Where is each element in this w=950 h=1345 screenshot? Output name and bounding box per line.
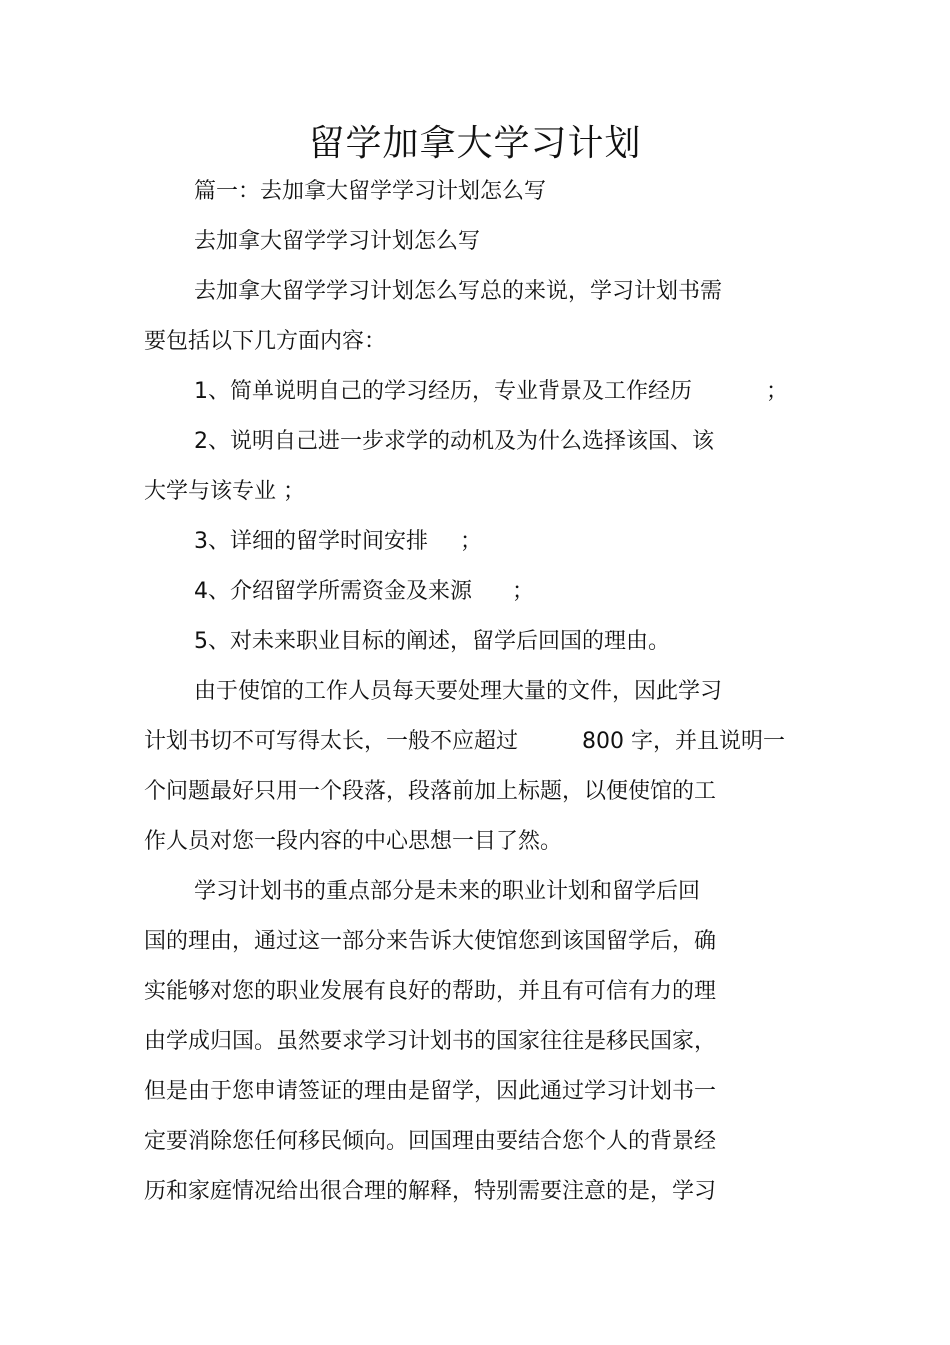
list-item-4: 4、介绍留学所需资金及来源 <box>194 579 472 604</box>
paragraph-line: 学习计划书的重点部分是未来的职业计划和留学后回 <box>194 879 701 904</box>
paragraph-line: 由学成归国。虽然要求学习计划书的国家往往是移民国家， <box>144 1029 717 1054</box>
list-item-1: 1、简单说明自己的学习经历，专业背景及工作经历 <box>194 379 692 404</box>
list-item-1-terminator: ； <box>766 379 789 404</box>
paragraph-line: 历和家庭情况给出很合理的解释，特别需要注意的是，学习 <box>144 1179 717 1204</box>
paragraph-line: 去加拿大留学学习计划怎么写总的来说，学习计划书需 <box>194 279 723 304</box>
paragraph-line: 但是由于您申请签证的理由是留学，因此通过学习计划书一 <box>144 1079 717 1104</box>
document-title: 留学加拿大学习计划 <box>308 123 642 164</box>
paragraph-line: 要包括以下几方面内容： <box>144 329 387 354</box>
paragraph-line: 个问题最好只用一个段落，段落前加上标题，以便使馆的工 <box>144 779 717 804</box>
section-heading: 篇一：去加拿大留学学习计划怎么写 <box>194 179 547 204</box>
list-item-2-continued: 大学与该专业 ； <box>144 479 305 504</box>
paragraph-line: 作人员对您一段内容的中心思想一目了然。 <box>144 829 563 854</box>
paragraph-line: 实能够对您的职业发展有良好的帮助，并且有可信有力的理 <box>144 979 717 1004</box>
list-item-4-terminator: ； <box>512 579 535 604</box>
list-item-3-terminator: ； <box>460 529 483 554</box>
subheading: 去加拿大留学学习计划怎么写 <box>194 229 481 254</box>
list-item-2: 2、说明自己进一步求学的动机及为什么选择该国、该 <box>194 429 714 454</box>
paragraph-line: 计划书切不可写得太长，一般不应超过 <box>144 729 519 754</box>
paragraph-line: 国的理由，通过这一部分来告诉大使馆您到该国留学后，确 <box>144 929 717 954</box>
paragraph-line: 定要消除您任何移民倾向。回国理由要结合您个人的背景经 <box>144 1129 717 1154</box>
paragraph-line: 由于使馆的工作人员每天要处理大量的文件，因此学习 <box>194 679 723 704</box>
paragraph-line-continued: 800 字，并且说明一 <box>582 729 785 754</box>
list-item-5: 5、对未来职业目标的阐述，留学后回国的理由。 <box>194 629 670 654</box>
list-item-3: 3、详细的留学时间安排 <box>194 529 428 554</box>
